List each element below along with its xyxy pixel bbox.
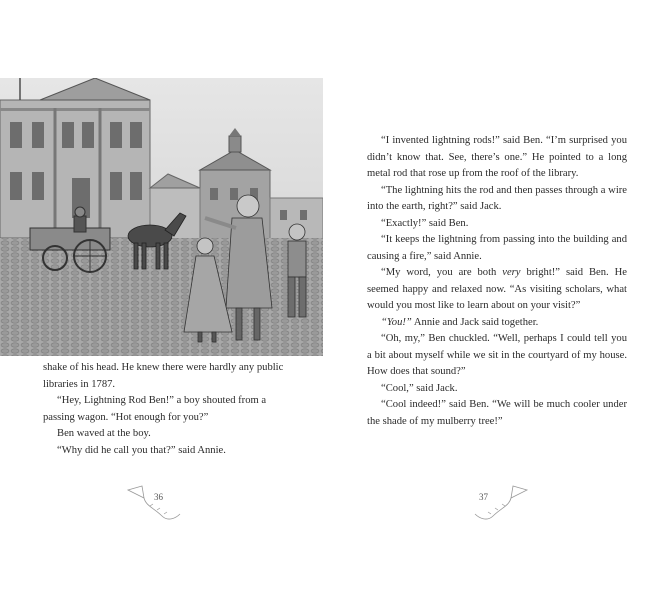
paragraph — [367, 315, 627, 332]
paragraph: “Hey, Lightning Rod Ben!” a boy shouted from a passing wagon. “Hot enough for you?” — [43, 395, 267, 423]
paragraph: “Cool indeed!” said Ben. “We will be much cooler under the shade of my mulberry tree!” — [367, 399, 627, 427]
emphasis: very — [502, 267, 521, 278]
paragraph: “Cool,” said Jack. — [381, 382, 458, 394]
paragraph-part: “My word, you are both — [381, 267, 503, 278]
paragraph-part: Annie and Jack said together. — [411, 316, 539, 328]
page-number: 36 — [154, 492, 163, 502]
street-scene-illustration — [0, 78, 323, 356]
paragraph: “The lightning hits the rod and then passes through a wire into the earth, right?” said Jack. — [367, 184, 627, 212]
paragraph: “I invented lightning rods!” said Ben. “I’m surprised you didn’t know that. See, there’s one.” He pointed to a long metal rod that rose up from the roof of the library. — [367, 135, 627, 179]
page-number: 37 — [479, 492, 488, 502]
emphasis: “You!” — [381, 316, 412, 328]
paragraph: Ben waved at the boy. — [57, 428, 151, 439]
kite-ornament-icon — [120, 484, 190, 524]
paragraph: “Exactly!” said Ben. — [381, 217, 469, 229]
left-page-text — [43, 360, 295, 459]
left-page — [0, 0, 322, 600]
right-folio — [465, 484, 535, 524]
paragraph-part: bright!” said Ben. He seemed happy and relaxed now. “As visiting scholars, what would you most like to learn about on your visit?” — [367, 267, 627, 311]
street-scene-drawing — [0, 78, 323, 356]
paragraph: shake of his head. He knew there were hardly any public libraries in 1787. — [43, 362, 284, 390]
paragraph — [367, 265, 627, 315]
kite-ornament-icon — [465, 484, 535, 524]
paragraph: “Oh, my,” Ben chuckled. “Well, perhaps I could tell you a bit about myself while we sit in the courtyard of my house. How does that sound?” — [367, 333, 627, 377]
paragraph: “It keeps the lightning from passing into the building and causing a fire,” said Annie. — [367, 234, 627, 262]
right-page — [323, 0, 645, 600]
right-page-text — [367, 133, 627, 430]
left-folio — [120, 484, 190, 524]
paragraph: “Why did he call you that?” said Annie. — [57, 444, 226, 456]
